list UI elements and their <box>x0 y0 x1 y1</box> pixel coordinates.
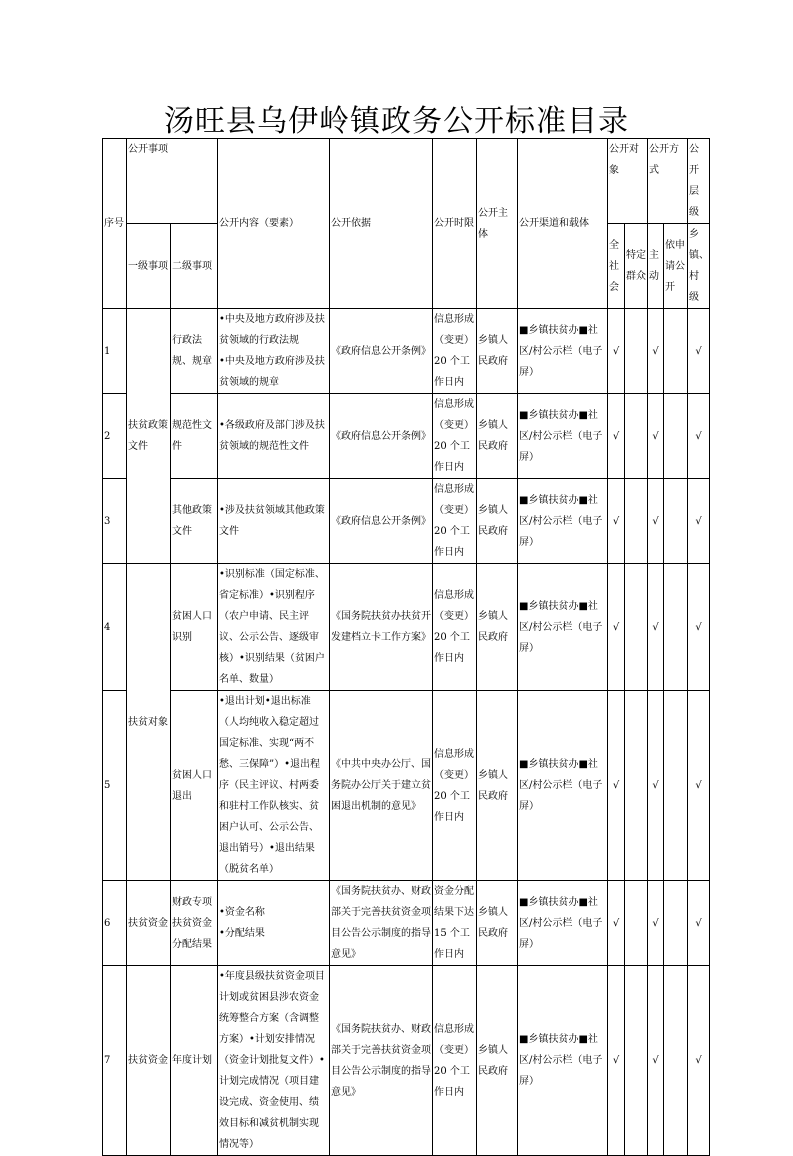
row-deadline: 信息形成（变更）20 个工作日内 <box>433 966 477 1156</box>
check-target-specific <box>625 479 648 564</box>
header-basis: 公开依据 <box>330 139 433 309</box>
row-deadline: 信息形成（变更）20 个工作日内 <box>433 309 477 394</box>
row-level2: 其他政策文件 <box>171 479 218 564</box>
check-target-all <box>608 691 625 881</box>
row-content <box>218 691 330 881</box>
table-row <box>103 309 710 394</box>
row-level1: 扶贫资金 <box>127 881 171 966</box>
header-row-1 <box>103 139 710 224</box>
row-subject: 乡镇人民政府 <box>477 564 518 691</box>
check-method-request <box>664 394 688 479</box>
row-seq: 4 <box>103 564 127 691</box>
row-level1: 扶贫政策文件 <box>127 309 171 564</box>
row-deadline: 信息形成（变更）20 个工作日内 <box>433 691 477 881</box>
check-method-request <box>664 691 688 881</box>
row-seq: 5 <box>103 691 127 881</box>
header-content: 公开内容（要素） <box>218 139 330 309</box>
check-target-all <box>608 479 625 564</box>
page-title: 汤旺县乌伊岭镇政务公开标准目录 <box>164 104 629 139</box>
check-target-all <box>608 309 625 394</box>
check-mark: √ <box>652 1055 659 1066</box>
content-line: •年度县级扶贫资金项目计划或贫困县涉农资金统筹整合方案（含调整方案）•计划安排情况（资金计划批复文件）•计划完成情况（项目建设完成、资金使用、绩效目标和减贫机制实现情况等） <box>219 971 325 1150</box>
row-subject: 乡镇人民政府 <box>477 691 518 881</box>
check-mark: √ <box>612 515 620 527</box>
header-level: 公开层级 <box>688 139 710 224</box>
row-level1: 扶贫资金 <box>127 966 171 1156</box>
row-deadline: 资金分配结果下达15 个工作日内 <box>433 881 477 966</box>
check-method-request <box>664 309 688 394</box>
header-method-active: 主动 <box>648 224 664 309</box>
content-line: •识别标准（国定标准、省定标准）•识别程序（农户申请、民主评议、公示公告、逐级审核）•识别结果（贫困户名单、数量） <box>219 569 325 685</box>
check-method-active <box>648 881 664 966</box>
check-level <box>688 309 710 394</box>
row-basis: 《国务院扶贫办扶贫开发建档立卡工作方案》 <box>330 564 433 691</box>
header-items: 公开事项 <box>127 139 218 224</box>
row-seq: 7 <box>103 966 127 1156</box>
row-content <box>218 479 330 564</box>
row-content <box>218 881 330 966</box>
check-level <box>688 966 710 1156</box>
row-channel: ■乡镇扶贫办■社区/村公示栏（电子屏） <box>518 394 608 479</box>
table-row <box>103 479 710 564</box>
content-line: •资金名称 <box>219 907 265 918</box>
row-channel: ■乡镇扶贫办■社区/村公示栏（电子屏） <box>518 966 608 1156</box>
row-basis: 《中共中央办公厅、国务院办公厅关于建立贫困退出机制的意见》 <box>330 691 433 881</box>
row-basis: 《政府信息公开条例》 <box>330 309 433 394</box>
row-content <box>218 564 330 691</box>
check-mark: √ <box>652 345 659 357</box>
header-method: 公开方式 <box>648 139 688 224</box>
check-target-specific <box>625 881 648 966</box>
check-target-all <box>608 966 625 1156</box>
check-target-specific <box>625 966 648 1156</box>
check-mark: √ <box>612 917 620 929</box>
table-row <box>103 564 710 691</box>
header-level-value: 乡镇、村级 <box>688 224 710 309</box>
check-target-all <box>608 564 625 691</box>
check-mark: √ <box>695 780 702 791</box>
content-line: •分配结果 <box>219 928 265 939</box>
content-line: •退出计划•退出标准（人均纯收入稳定超过国定标准、实现“两不愁、三保障”）•退出程序（民主评议、村两委和驻村工作队核实、贫困户认可、公示公告、退出销号）•退出结果（脱贫名单） <box>219 696 321 875</box>
check-mark: √ <box>695 621 702 633</box>
row-channel: ■乡镇扶贫办■社区/村公示栏（电子屏） <box>518 691 608 881</box>
header-target-specific: 特定群众 <box>625 224 648 309</box>
row-content <box>218 394 330 479</box>
check-mark: √ <box>612 621 620 633</box>
row-basis: 《国务院扶贫办、财政部关于完善扶贫资金项目公告公示制度的指导意见》 <box>330 881 433 966</box>
check-method-active <box>648 394 664 479</box>
check-mark: √ <box>652 621 659 633</box>
table-row <box>103 966 710 1156</box>
header-deadline: 公开时限 <box>433 139 477 309</box>
check-method-active <box>648 564 664 691</box>
row-content <box>218 309 330 394</box>
content-line: •中央及地方政府涉及扶贫领域的行政法规 <box>219 314 325 346</box>
row-seq: 2 <box>103 394 127 479</box>
row-subject: 乡镇人民政府 <box>477 881 518 966</box>
check-method-request <box>664 564 688 691</box>
row-channel: ■乡镇扶贫办■社区/村公示栏（电子屏） <box>518 479 608 564</box>
table-row <box>103 691 710 881</box>
row-subject: 乡镇人民政府 <box>477 966 518 1156</box>
check-mark: √ <box>695 917 702 929</box>
row-deadline: 信息形成（变更）20 个工作日内 <box>433 564 477 691</box>
check-mark: √ <box>695 1055 702 1066</box>
check-mark: √ <box>652 430 659 442</box>
header-seq: 序号 <box>103 139 127 309</box>
check-mark: √ <box>612 345 620 357</box>
check-level <box>688 881 710 966</box>
check-method-active <box>648 691 664 881</box>
check-method-request <box>664 966 688 1156</box>
check-mark: √ <box>612 430 620 442</box>
check-method-request <box>664 881 688 966</box>
row-content <box>218 966 330 1156</box>
check-mark: √ <box>652 515 659 527</box>
row-deadline: 信息形成（变更）20 个工作日内 <box>433 394 477 479</box>
row-basis: 《国务院扶贫办、财政部关于完善扶贫资金项目公告公示制度的指导意见》 <box>330 966 433 1156</box>
row-level2: 财政专项扶贫资金分配结果 <box>171 881 218 966</box>
check-target-all <box>608 881 625 966</box>
row-basis: 《政府信息公开条例》 <box>330 479 433 564</box>
row-level2: 贫困人口识别 <box>171 564 218 691</box>
check-target-specific <box>625 394 648 479</box>
row-channel: ■乡镇扶贫办■社区/村公示栏（电子屏） <box>518 881 608 966</box>
row-level1: 扶贫对象 <box>127 564 171 881</box>
table-row <box>103 394 710 479</box>
row-deadline: 信息形成（变更）20 个工作日内 <box>433 479 477 564</box>
table-row <box>103 881 710 966</box>
check-target-specific <box>625 309 648 394</box>
check-method-active <box>648 966 664 1156</box>
check-level <box>688 479 710 564</box>
check-level <box>688 691 710 881</box>
header-subject: 公开主体 <box>477 139 518 309</box>
check-mark: √ <box>652 780 659 791</box>
row-channel: ■乡镇扶贫办■社区/村公示栏（电子屏） <box>518 564 608 691</box>
row-basis: 《政府信息公开条例》 <box>330 394 433 479</box>
row-seq: 1 <box>103 309 127 394</box>
check-mark: √ <box>695 430 702 442</box>
check-method-active <box>648 309 664 394</box>
content-line: •中央及地方政府涉及扶贫领域的规章 <box>219 356 325 388</box>
row-level2: 行政法规、规章 <box>171 309 218 394</box>
check-target-specific <box>625 564 648 691</box>
check-method-request <box>664 479 688 564</box>
check-target-all <box>608 394 625 479</box>
check-mark: √ <box>612 780 620 791</box>
row-subject: 乡镇人民政府 <box>477 479 518 564</box>
header-channel: 公开渠道和载体 <box>518 139 608 309</box>
row-subject: 乡镇人民政府 <box>477 309 518 394</box>
row-subject: 乡镇人民政府 <box>477 394 518 479</box>
header-level1: 一级事项 <box>127 224 171 309</box>
row-seq: 3 <box>103 479 127 564</box>
check-level <box>688 394 710 479</box>
row-level2: 年度计划 <box>171 966 218 1156</box>
check-target-specific <box>625 691 648 881</box>
row-channel: ■乡镇扶贫办■社区/村公示栏（电子屏） <box>518 309 608 394</box>
disclosure-catalog-table <box>102 138 710 1156</box>
check-mark: √ <box>695 345 702 357</box>
header-level2: 二级事项 <box>171 224 218 309</box>
row-level2: 规范性文件 <box>171 394 218 479</box>
check-mark: √ <box>612 1055 620 1066</box>
check-level <box>688 564 710 691</box>
content-line: •各级政府及部门涉及扶贫领域的规范性文件 <box>219 420 325 452</box>
row-seq: 6 <box>103 881 127 966</box>
check-method-active <box>648 479 664 564</box>
header-target: 公开对象 <box>608 139 648 224</box>
header-method-request: 依申请公开 <box>664 224 688 309</box>
check-mark: √ <box>695 515 702 527</box>
row-level2: 贫困人口退出 <box>171 691 218 881</box>
header-target-all: 全社会 <box>608 224 625 309</box>
content-line: •涉及扶贫领域其他政策文件 <box>219 505 325 537</box>
check-mark: √ <box>652 917 659 929</box>
